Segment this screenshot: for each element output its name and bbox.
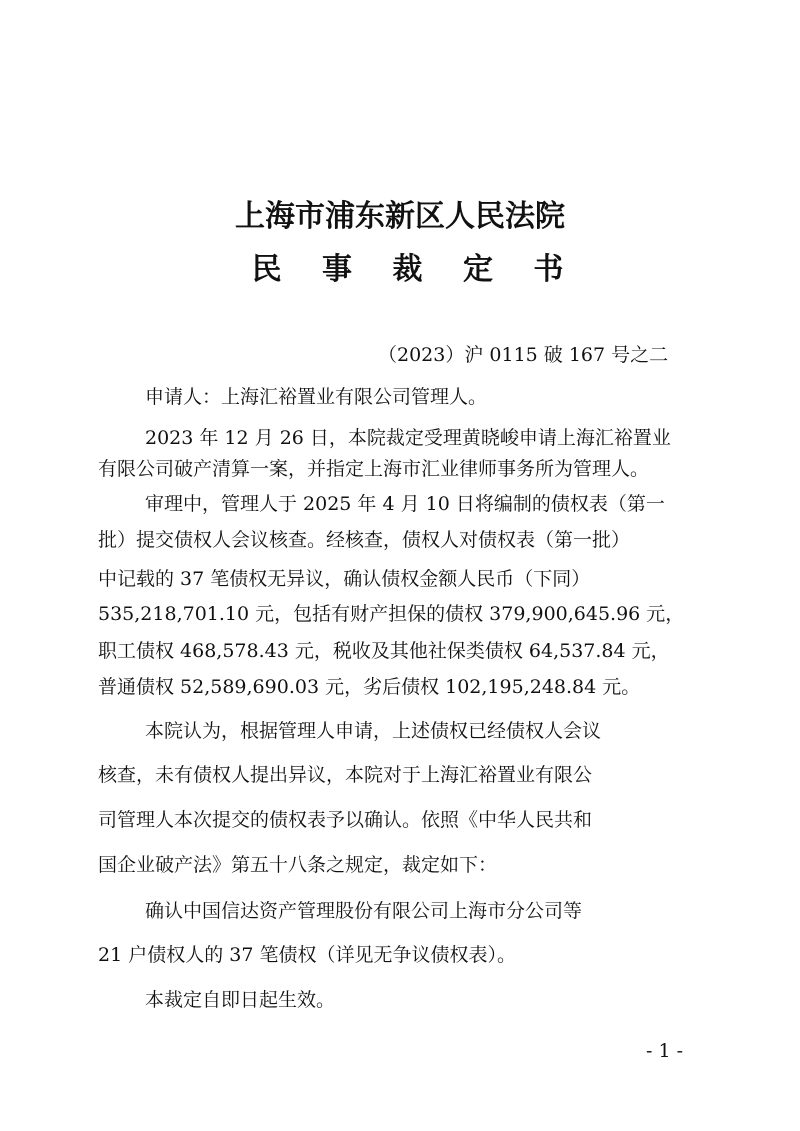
- paragraph-line: 批）提交债权人会议核查。经核查，债权人对债权表（第一批）: [98, 529, 631, 551]
- document-type-heading: 民 事 裁 定 书: [251, 252, 579, 287]
- paragraph-line: 2023 年 12 月 26 日，本院裁定受理黄晓峻申请上海汇裕置业: [145, 427, 671, 449]
- paragraph-line: 国企业破产法》第五十八条之规定，裁定如下：: [98, 854, 498, 876]
- page-number: - 1 -: [646, 1040, 684, 1062]
- paragraph-line: 核查，未有债权人提出异议，本院对于上海汇裕置业有限公: [98, 764, 593, 786]
- applicant-line: 申请人：上海汇裕置业有限公司管理人。: [145, 386, 488, 408]
- case-number: （2023）沪 0115 破 167 号之二: [378, 344, 669, 366]
- paragraph-line: 本院认为，根据管理人申请，上述债权已经债权人会议: [145, 720, 602, 742]
- paragraph-line: 中记载的 37 笔债权无异议，确认债权金额人民币（下同）: [98, 568, 591, 590]
- paragraph-line: 535,218,701.10 元，包括有财产担保的债权 379,900,645.96 元，: [98, 603, 685, 625]
- paragraph-line: 有限公司破产清算一案，并指定上海市汇业律师事务所为管理人。: [98, 458, 650, 480]
- paragraph-line: 审理中，管理人于 2025 年 4 月 10 日将编制的债权表（第一: [145, 493, 665, 515]
- court-name-heading: 上海市浦东新区人民法院: [235, 199, 565, 234]
- paragraph-line: 司管理人本次提交的债权表予以确认。依照《中华人民共和: [98, 809, 593, 831]
- paragraph-line: 职工债权 468,578.43 元，税收及其他社保类债权 64,537.84 元，: [98, 640, 670, 662]
- paragraph-line: 本裁定自即日起生效。: [145, 989, 336, 1011]
- paragraph-line: 普通债权 52,589,690.03 元，劣后债权 102,195,248.84 元。: [98, 676, 641, 698]
- paragraph-line: 21 户债权人的 37 笔债权（详见无争议债权表）。: [98, 944, 516, 966]
- paragraph-line: 确认中国信达资产管理股份有限公司上海市分公司等: [145, 900, 583, 922]
